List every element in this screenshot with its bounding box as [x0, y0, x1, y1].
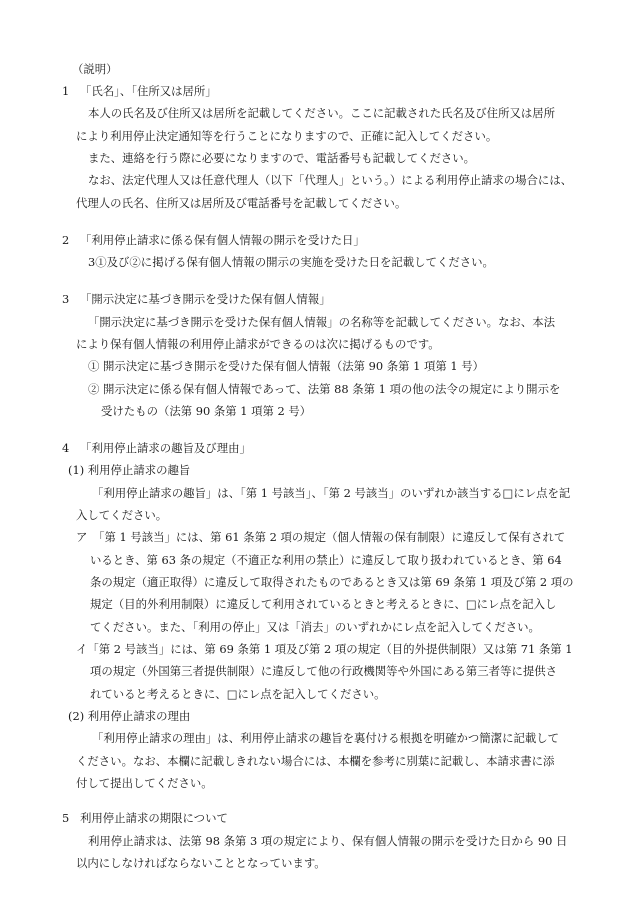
paragraph-line: により利用停止決定通知等を行うことになりますので、正確に記入してください。: [76, 128, 498, 143]
paragraph-line: ください。なお、本欄に記載しきれない場合には、本欄を参考に別葉に記載し、本請求書に添: [76, 753, 555, 768]
paragraph-line: 「利用停止請求の理由」は、利用停止請求の趣旨を裏付ける根拠を明確かつ簡潔に記載して: [92, 731, 560, 746]
paragraph-line: 「利用停止請求の趣旨」は、「第 1 号該当」、「第 2 号該当」のいずれか該当する□にレ点を記: [92, 485, 571, 500]
section-title: 「利用停止請求に係る保有個人情報の開示を受けた日」: [80, 232, 365, 247]
list-item: ① 開示決定に基づき開示を受けた保有個人情報（法第 90 条第 1 項第 1 号）: [88, 359, 485, 374]
paragraph-line: 利用停止請求は、法第 98 条第 3 項の規定により、保有個人情報の開示を受けた日から 90 日: [88, 833, 568, 848]
list-item-continuation: れていると考えるときに、□にレ点を記入してください。: [90, 686, 386, 701]
list-item-continuation: 項の規定（外国第三者提供制限）に違反して他の行政機関等や外国にある第三者等に提供さ: [90, 664, 558, 679]
section-number: 1: [62, 83, 70, 98]
list-item-continuation: 規定（目的外利用制限）に違反して利用されているときと考えるときに、□にレ点を記入し: [90, 597, 557, 612]
list-item-continuation: いるとき、第 63 条の規定（不適正な利用の禁止）に違反して取り扱われているとき、第 64: [90, 552, 562, 567]
section-number: 2: [62, 232, 70, 247]
list-item-continuation: 条の規定（適正取得）に違反して取得されたものであるとき又は第 69 条第 1 項及び第 2 項の: [90, 575, 574, 590]
list-item: ア 「第 1 号該当」には、第 61 条第 2 項の規定（個人情報の保有制限）に違反して保有されて: [76, 530, 566, 545]
list-item-continuation: 受けたもの（法第 90 条第 1 項第 2 号）: [101, 403, 312, 418]
heading: （説明）: [72, 61, 118, 76]
subsection-title: (2) 利用停止請求の理由: [68, 708, 191, 723]
paragraph-line: なお、法定代理人又は任意代理人（以下「代理人」という。）による利用停止請求の場合には、: [88, 173, 573, 188]
paragraph-line: 「開示決定に基づき開示を受けた保有個人情報」の名称等を記載してください。なお、本法: [88, 314, 556, 329]
list-item: ② 開示決定に係る保有個人情報であって、法第 88 条第 1 項の他の法令の規定により開示を: [88, 381, 561, 396]
paragraph-line: 代理人の氏名、住所又は居所及び電話番号を記載してください。: [76, 195, 407, 210]
subsection-title: (1) 利用停止請求の趣旨: [68, 463, 191, 478]
paragraph-line: 3①及び②に掲げる保有個人情報の開示の実施を受けた日を記載してください。: [88, 255, 494, 270]
paragraph-line: また、連絡を行う際に必要になりますので、電話番号も記載してください。: [88, 150, 476, 165]
list-item: イ「第 2 号該当」には、第 69 条第 1 項及び第 2 項の規定（目的外提供制限）又は第 71 条第 1: [76, 641, 573, 656]
paragraph-line: 以内にしなければならないこととなっています。: [76, 855, 326, 870]
section-title: 利用停止請求の期限について: [80, 811, 228, 826]
list-item-continuation: てください。また、「利用の停止」又は「消去」のいずれかにレ点を記入してください。: [90, 619, 540, 634]
paragraph-line: 付して提出してください。: [76, 775, 213, 790]
section-number: 5: [62, 811, 70, 826]
paragraph-line: 入してください。: [76, 508, 168, 523]
section-number: 3: [62, 292, 70, 307]
paragraph-line: により保有個人情報の利用停止請求ができるのは次に掲げるものです。: [76, 336, 440, 351]
section-number: 4: [62, 441, 70, 456]
section-title: 「利用停止請求の趣旨及び理由」: [80, 441, 251, 456]
section-title: 「氏名」、「住所又は居所」: [80, 83, 217, 98]
paragraph-line: 本人の氏名及び住所又は居所を記載してください。ここに記載された氏名及び住所又は居所: [88, 106, 556, 121]
section-title: 「開示決定に基づき開示を受けた保有個人情報」: [80, 292, 331, 307]
